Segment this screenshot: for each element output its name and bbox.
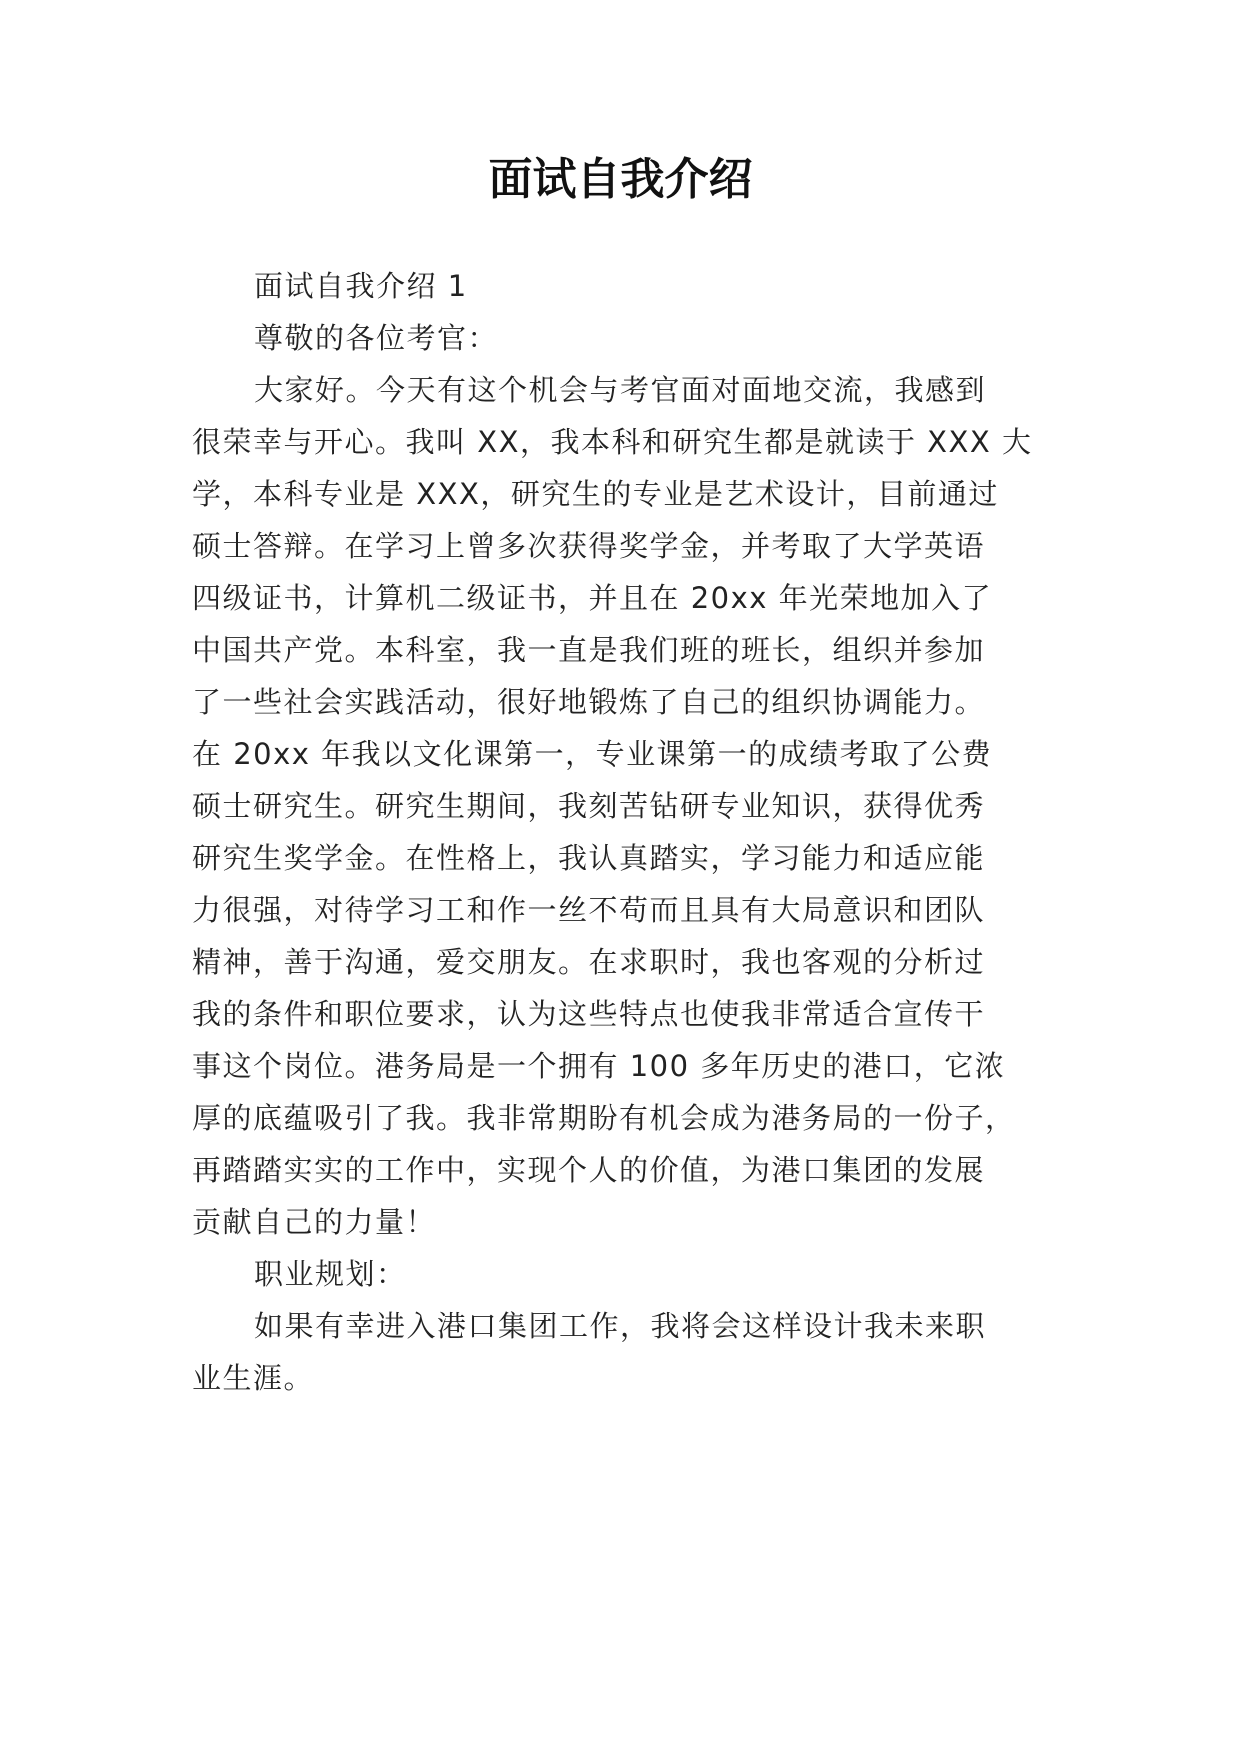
paragraph-line: 大家好。今天有这个机会与考官面对面地交流，我感到 bbox=[254, 373, 987, 407]
paragraph-line: 中国共产党。本科室，我一直是我们班的班长，组织并参加 bbox=[192, 633, 986, 667]
paragraph-line: 很荣幸与开心。我叫 XX，我本科和研究生都是就读于 XXX 大 bbox=[192, 425, 1033, 459]
paragraph-line: 四级证书，计算机二级证书，并且在 20xx 年光荣地加入了 bbox=[192, 581, 993, 615]
paragraph-line: 了一些社会实践活动，很好地锻炼了自己的组织协调能力。 bbox=[192, 685, 986, 719]
document-title: 面试自我介绍 bbox=[488, 154, 753, 205]
paragraph-line: 事这个岗位。港务局是一个拥有 100 多年历史的港口，它浓 bbox=[192, 1049, 1006, 1083]
paragraph-line: 硕士答辩。在学习上曾多次获得奖学金，并考取了大学英语 bbox=[192, 529, 986, 563]
paragraph-line: 贡献自己的力量！ bbox=[192, 1205, 437, 1239]
salutation: 尊敬的各位考官： bbox=[254, 321, 499, 355]
paragraph-line: 研究生奖学金。在性格上，我认真踏实，学习能力和适应能 bbox=[192, 841, 986, 875]
paragraph-line: 如果有幸进入港口集团工作，我将会这样设计我未来职 bbox=[254, 1309, 987, 1343]
section-heading: 面试自我介绍 1 bbox=[254, 269, 468, 303]
paragraph-line: 业生涯。 bbox=[192, 1361, 315, 1395]
paragraph-line: 硕士研究生。研究生期间，我刻苦钻研专业知识，获得优秀 bbox=[192, 789, 986, 823]
paragraph-line: 力很强，对待学习工和作一丝不苟而且具有大局意识和团队 bbox=[192, 893, 986, 927]
paragraph-line: 厚的底蕴吸引了我。我非常期盼有机会成为港务局的一份子， bbox=[192, 1101, 1016, 1135]
paragraph-line: 精神，善于沟通，爱交朋友。在求职时，我也客观的分析过 bbox=[192, 945, 986, 979]
paragraph-line: 学，本科专业是 XXX，研究生的专业是艺术设计，目前通过 bbox=[192, 477, 999, 511]
paragraph-line: 再踏踏实实的工作中，实现个人的价值，为港口集团的发展 bbox=[192, 1153, 986, 1187]
section-heading: 职业规划： bbox=[254, 1257, 407, 1291]
paragraph-line: 在 20xx 年我以文化课第一，专业课第一的成绩考取了公费 bbox=[192, 737, 993, 771]
paragraph-line: 我的条件和职位要求，认为这些特点也使我非常适合宣传干 bbox=[192, 997, 986, 1031]
